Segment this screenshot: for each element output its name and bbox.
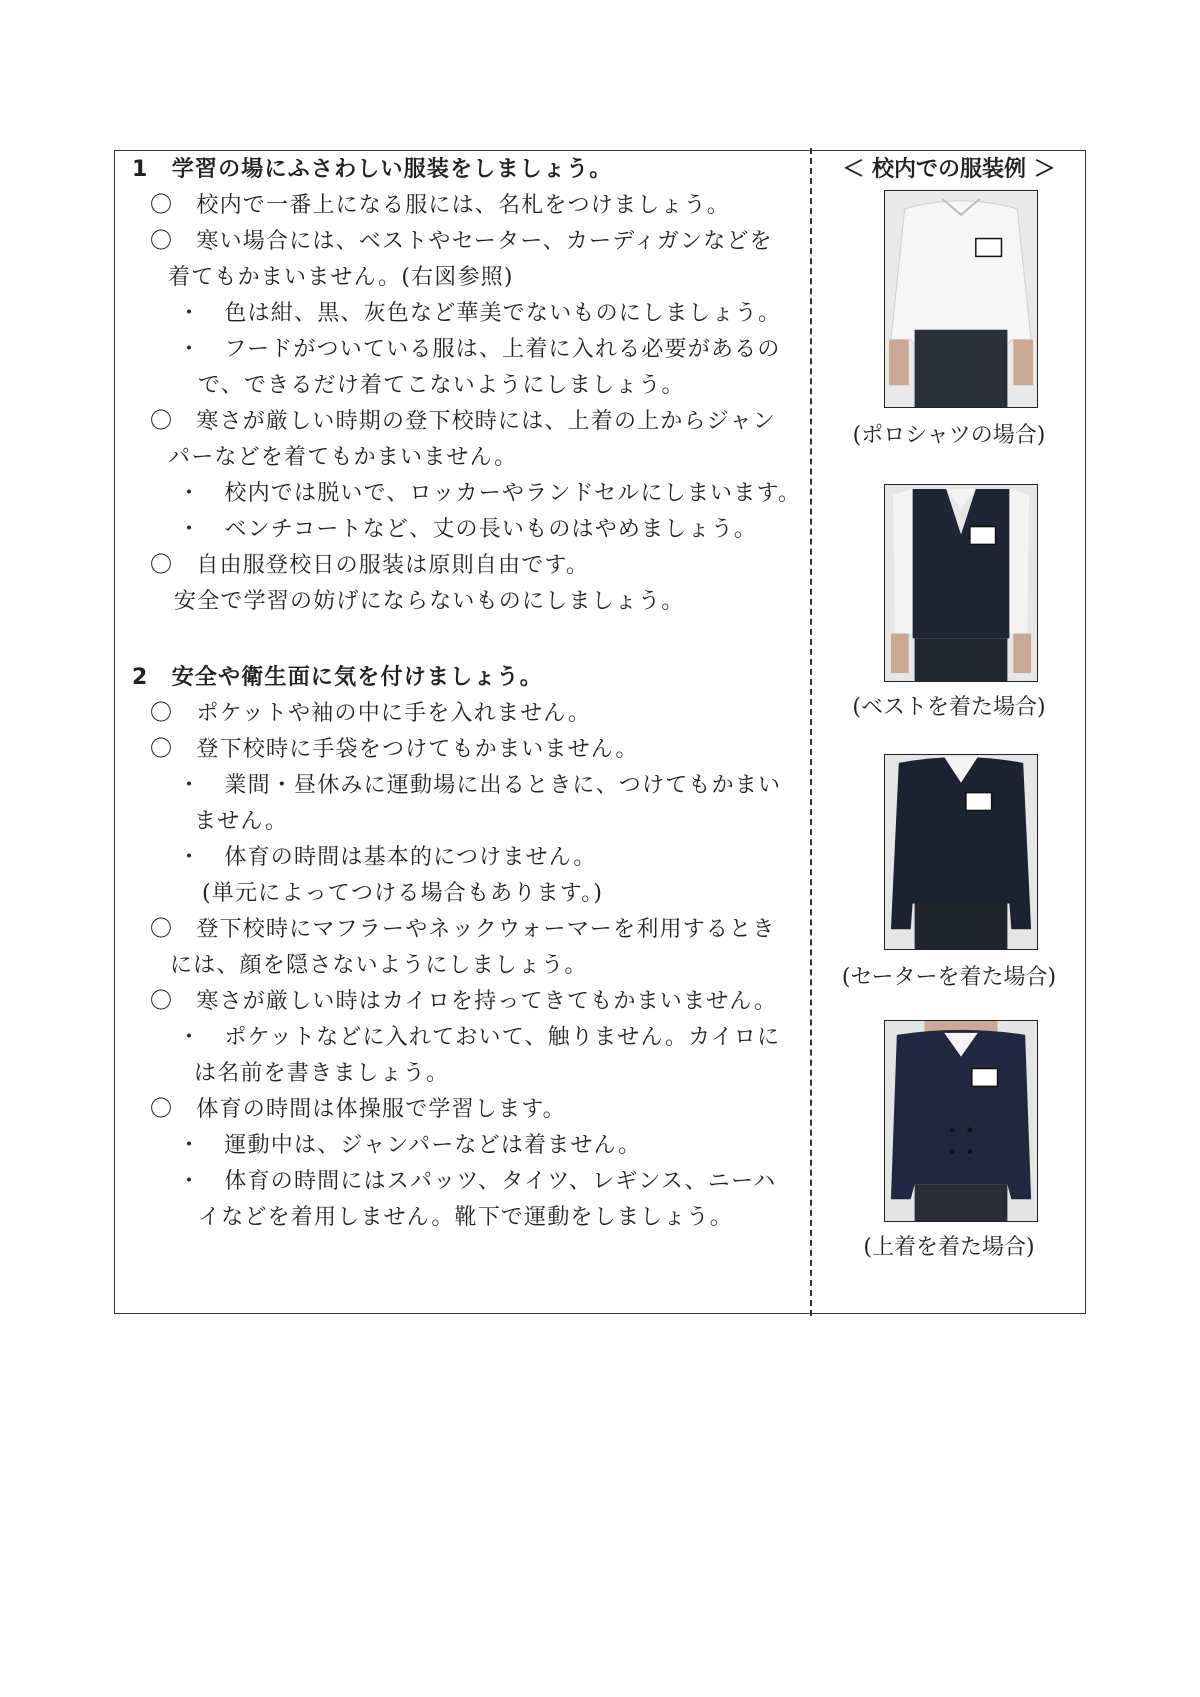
polo-shirt-figure-icon: [885, 191, 1037, 407]
jacket-photo: [884, 1020, 1038, 1222]
rule-item-continued: 着てもかまいません。(右図参照): [168, 265, 514, 290]
rule-subitem-continued: (単元によってつける場合もあります。): [202, 881, 604, 906]
rule-item-continued: には、顔を隠さないようにしましょう。: [170, 953, 588, 978]
sweater-figure-icon: [885, 755, 1037, 949]
rule-subitem: ・ 校内では脱いで、ロッカーやランドセルにしまいます。: [178, 481, 802, 506]
polo-shirt-caption: (ポロシャツの場合): [852, 423, 1046, 448]
rule-subitem: ・ 運動中は、ジャンパーなどは着ません。: [178, 1133, 642, 1158]
rule-item: 〇 ポケットや袖の中に手を入れません。: [150, 701, 592, 726]
jacket-figure-icon: [885, 1021, 1037, 1221]
rule-subitem: ・ フードがついている服は、上着に入れる必要があるの: [178, 337, 781, 362]
rule-item: 〇 寒さが厳しい時はカイロを持ってきてもかまいません。: [150, 989, 778, 1014]
rule-item: 〇 登下校時にマフラーやネックウォーマーを利用するとき: [150, 917, 776, 942]
vest-caption: (ベストを着た場合): [852, 695, 1046, 720]
polo-shirt-photo: [884, 190, 1038, 408]
examples-title: ＜ 校内での服装例 ＞: [842, 157, 1056, 182]
rule-subitem-continued: で、できるだけ着てこないようにしましょう。: [198, 373, 685, 398]
jacket-caption: (上着を着た場合): [863, 1235, 1035, 1260]
rule-item: 〇 校内で一番上になる服には、名札をつけましょう。: [150, 193, 731, 218]
vest-figure-icon: [885, 485, 1037, 681]
rule-subitem-continued: は名前を書きましょう。: [194, 1061, 450, 1086]
rule-subitem-continued: イなどを着用しません。靴下で運動をしましょう。: [198, 1205, 733, 1230]
name-tag-icon: [970, 527, 996, 545]
rule-subitem: ・ 色は紺、黒、灰色など華美でないものにしましょう。: [178, 301, 782, 326]
sweater-caption: (セーターを着た場合): [841, 965, 1057, 990]
name-tag-icon: [972, 1069, 998, 1087]
rule-item: 〇 自由服登校日の服装は原則自由です。: [150, 553, 590, 578]
section-heading-1: 1 学習の場にふさわしい服装をしましょう。: [132, 157, 613, 182]
rule-item: 〇 寒い場合には、ベストやセーター、カーディガンなどを: [150, 229, 773, 254]
name-tag-icon: [966, 793, 992, 811]
rule-item-continued: 安全で学習の妨げにならないものにしましょう。: [174, 589, 685, 614]
rule-item: 〇 寒さが厳しい時期の登下校時には、上着の上からジャン: [150, 409, 776, 434]
name-tag-icon: [976, 239, 1002, 257]
rule-item-continued: パーなどを着てもかまいません。: [168, 445, 518, 470]
rule-item: 〇 体育の時間は体操服で学習します。: [150, 1097, 566, 1122]
rule-subitem: ・ ポケットなどに入れておいて、触りません。カイロに: [178, 1025, 781, 1050]
rule-subitem-continued: ません。: [194, 809, 289, 834]
rule-subitem: ・ 体育の時間にはスパッツ、タイツ、レギンス、ニーハ: [178, 1169, 777, 1194]
section-heading-2: 2 安全や衛生面に気を付けましょう。: [132, 665, 543, 690]
rule-subitem: ・ ベンチコートなど、丈の長いものはやめましょう。: [178, 517, 758, 542]
sweater-photo: [884, 754, 1038, 950]
rule-subitem: ・ 業間・昼休みに運動場に出るときに、つけてもかまい: [178, 773, 782, 798]
rule-subitem: ・ 体育の時間は基本的につけません。: [178, 845, 597, 870]
rule-item: 〇 登下校時に手袋をつけてもかまいません。: [150, 737, 639, 762]
vest-photo: [884, 484, 1038, 682]
column-divider: [810, 148, 812, 1316]
